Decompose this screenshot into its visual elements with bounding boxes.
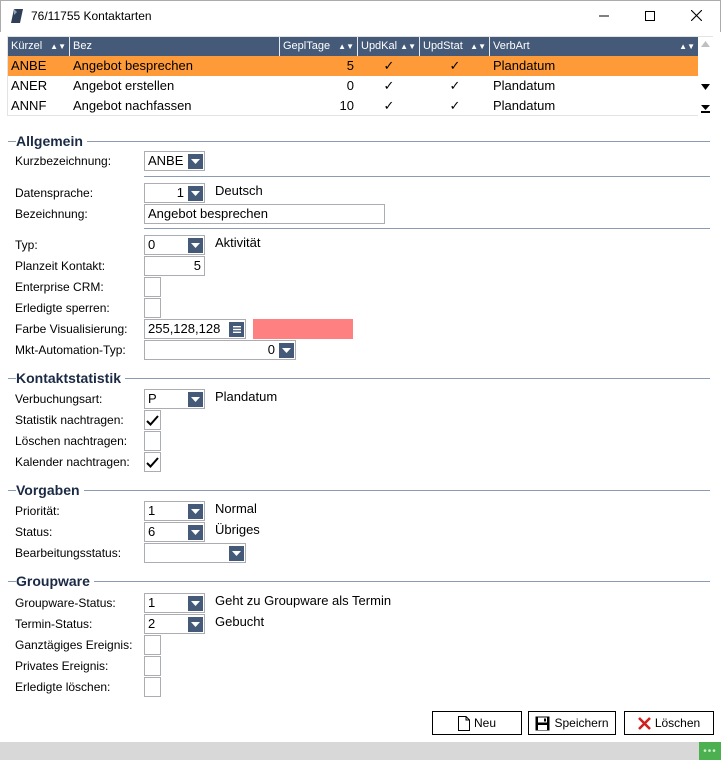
termin-status-description: Gebucht <box>215 614 265 629</box>
cell-updstat-check-icon: ✓ <box>449 78 461 93</box>
termin-status-select[interactable]: 2 <box>144 614 205 634</box>
loeschen-nachtragen-checkbox[interactable] <box>144 431 161 451</box>
grid-header <box>8 37 698 56</box>
chevron-down-icon <box>191 530 200 535</box>
resize-grip-icon[interactable]: ••• <box>699 742 721 760</box>
close-button[interactable] <box>673 0 719 31</box>
chevron-down-icon <box>191 601 200 606</box>
datensprache-select[interactable]: 1 <box>144 183 205 203</box>
check-icon <box>146 457 159 468</box>
kurzbezeichnung-label: Kurzbezeichnung: <box>15 154 112 168</box>
table-row[interactable] <box>8 56 698 76</box>
cell-kuerzel: ANER <box>11 78 48 93</box>
ganztaegiges-ereignis-label: Ganztägiges Ereignis: <box>15 638 133 652</box>
chevron-down-icon <box>191 509 200 514</box>
column-header-updstat[interactable]: UpdStat ▲▼ <box>420 37 490 56</box>
cell-updstat-check-icon: ✓ <box>449 98 461 113</box>
cell-verbart: Plandatum <box>493 98 556 113</box>
section-divider <box>8 490 710 491</box>
prioritaet-description: Normal <box>215 501 257 516</box>
scroll-up-icon[interactable] <box>701 41 710 47</box>
chevron-down-icon <box>191 159 200 164</box>
kurzbezeichnung-select[interactable]: ANBE <box>144 151 205 171</box>
new-document-icon <box>458 716 470 731</box>
status-label: Status: <box>15 525 53 539</box>
cell-updkal-check-icon: ✓ <box>383 78 395 93</box>
dropdown-button[interactable] <box>188 392 203 407</box>
kalender-nachtragen-checkbox[interactable] <box>144 452 161 472</box>
maximize-icon <box>645 11 655 21</box>
status-select[interactable]: 6 <box>144 522 205 542</box>
divider <box>144 176 710 177</box>
cell-gepltage: 5 <box>346 58 354 73</box>
erledigte-sperren-label: Erledigte sperren: <box>15 301 110 315</box>
prioritaet-label: Priorität: <box>15 504 60 518</box>
grid-scrollbar[interactable] <box>698 37 713 116</box>
dropdown-button[interactable] <box>229 546 244 561</box>
dropdown-button[interactable] <box>188 596 203 611</box>
erledigte-loeschen-checkbox[interactable] <box>144 677 161 697</box>
section-title-kontaktstatistik: Kontaktstatistik <box>16 370 125 386</box>
section-title-vorgaben: Vorgaben <box>16 482 84 498</box>
planzeit-input[interactable]: 5 <box>144 256 205 276</box>
cell-updstat-check-icon: ✓ <box>449 58 461 73</box>
divider <box>144 228 710 229</box>
erledigte-sperren-checkbox[interactable] <box>144 298 161 318</box>
column-header-gepltage[interactable]: GeplTage ▲▼ <box>280 37 358 56</box>
cell-kuerzel: ANNF <box>11 98 47 113</box>
section-title-allgemein: Allgemein <box>16 133 87 149</box>
table-row[interactable] <box>8 96 698 116</box>
bezeichnung-input[interactable]: Angebot besprechen <box>144 204 385 224</box>
cell-updkal-check-icon: ✓ <box>383 98 395 113</box>
loeschen-button[interactable]: Löschen <box>624 711 714 735</box>
menu-icon <box>233 326 241 333</box>
delete-x-icon <box>638 717 651 730</box>
loeschen-nachtragen-label: Löschen nachtragen: <box>15 434 128 448</box>
dropdown-button[interactable] <box>188 154 203 169</box>
farbe-input[interactable]: 255,128,128 <box>144 319 246 339</box>
maximize-button[interactable] <box>627 0 673 31</box>
dropdown-button[interactable] <box>279 343 294 358</box>
cell-verbart: Plandatum <box>493 78 556 93</box>
groupware-status-label: Groupware-Status: <box>15 596 116 610</box>
color-swatch <box>253 319 353 339</box>
column-header-updkal[interactable]: UpdKal ▲▼ <box>358 37 420 56</box>
privates-ereignis-label: Privates Ereignis: <box>15 659 109 673</box>
chevron-down-icon <box>232 551 241 556</box>
statistik-nachtragen-label: Statistik nachtragen: <box>15 413 124 427</box>
dropdown-button[interactable] <box>188 504 203 519</box>
enterprise-crm-checkbox[interactable] <box>144 277 161 297</box>
column-header-bez[interactable]: Bez <box>70 37 280 56</box>
bearbeitungsstatus-label: Bearbeitungsstatus: <box>15 546 122 560</box>
cell-bez: Angebot erstellen <box>73 78 175 93</box>
kontaktarten-grid[interactable] <box>7 36 713 116</box>
chevron-down-icon <box>191 397 200 402</box>
sort-arrow-icon: ▲▼ <box>400 42 416 51</box>
check-icon <box>146 415 159 426</box>
scroll-down-icon[interactable] <box>701 84 710 90</box>
document-icon <box>11 9 23 23</box>
chevron-down-icon <box>191 191 200 196</box>
chevron-down-icon <box>191 622 200 627</box>
verbuchungsart-select[interactable]: P <box>144 389 205 409</box>
dropdown-button[interactable] <box>188 525 203 540</box>
mkt-automation-select[interactable]: 0 <box>144 340 296 360</box>
typ-select[interactable]: 0 <box>144 235 205 255</box>
status-bar <box>0 742 721 760</box>
verbuchungsart-label: Verbuchungsart: <box>15 392 103 406</box>
column-header-kuerzel[interactable]: Kürzel ▲▼ <box>8 37 70 56</box>
close-icon <box>691 10 702 21</box>
cell-kuerzel: ANBE <box>11 58 47 73</box>
verbuchungsart-description: Plandatum <box>215 389 278 404</box>
termin-status-label: Termin-Status: <box>15 617 93 631</box>
cell-bez: Angebot nachfassen <box>73 98 192 113</box>
window-title: 76/11755 Kontaktarten <box>31 9 152 23</box>
datensprache-description: Deutsch <box>215 183 263 198</box>
datensprache-label: Datensprache: <box>15 186 94 200</box>
section-divider <box>8 581 710 582</box>
prioritaet-select[interactable]: 1 <box>144 501 205 521</box>
planzeit-label: Planzeit Kontakt: <box>15 259 106 273</box>
farbe-label: Farbe Visualisierung: <box>15 322 128 336</box>
chevron-down-icon <box>191 243 200 248</box>
cell-bez: Angebot besprechen <box>73 58 193 73</box>
enterprise-crm-label: Enterprise CRM: <box>15 280 104 294</box>
dropdown-button[interactable] <box>188 617 203 632</box>
kalender-nachtragen-label: Kalender nachtragen: <box>15 455 130 469</box>
speichern-button[interactable]: Speichern <box>528 711 616 735</box>
erledigte-loeschen-label: Erledigte löschen: <box>15 680 111 694</box>
section-divider <box>8 141 710 142</box>
color-picker-button[interactable] <box>229 322 244 337</box>
groupware-status-select[interactable]: 1 <box>144 593 205 613</box>
neu-button[interactable]: Neu <box>432 711 522 735</box>
bezeichnung-label: Bezeichnung: <box>15 207 88 221</box>
column-header-verbart[interactable]: VerbArt ▲▼ <box>490 37 698 56</box>
minimize-icon <box>599 11 609 21</box>
sort-arrows-icon: ▲▼ <box>50 42 66 51</box>
sort-arrow-icon: ▲▼ <box>679 42 695 51</box>
table-row[interactable] <box>8 76 698 96</box>
cell-gepltage: 0 <box>346 78 354 93</box>
cell-gepltage: 10 <box>339 98 354 113</box>
cell-verbart: Plandatum <box>493 58 556 73</box>
dropdown-button[interactable] <box>188 186 203 201</box>
privates-ereignis-checkbox[interactable] <box>144 656 161 676</box>
minimize-button[interactable] <box>581 0 627 31</box>
cell-updkal-check-icon: ✓ <box>383 58 395 73</box>
statistik-nachtragen-checkbox[interactable] <box>144 410 161 430</box>
status-description: Übriges <box>215 522 260 537</box>
chevron-down-icon <box>282 348 291 353</box>
dropdown-button[interactable] <box>188 238 203 253</box>
mkt-automation-label: Mkt-Automation-Typ: <box>15 343 126 357</box>
typ-label: Typ: <box>15 238 38 252</box>
sort-arrow-icon: ▲▼ <box>470 42 486 51</box>
ganztaegiges-ereignis-checkbox[interactable] <box>144 635 161 655</box>
scroll-end-icon[interactable] <box>701 105 710 113</box>
sort-arrow-icon: ▲▼ <box>338 42 354 51</box>
section-title-groupware: Groupware <box>16 573 94 589</box>
groupware-status-description: Geht zu Groupware als Termin <box>215 593 392 608</box>
save-icon <box>535 716 550 731</box>
typ-description: Aktivität <box>215 235 261 250</box>
